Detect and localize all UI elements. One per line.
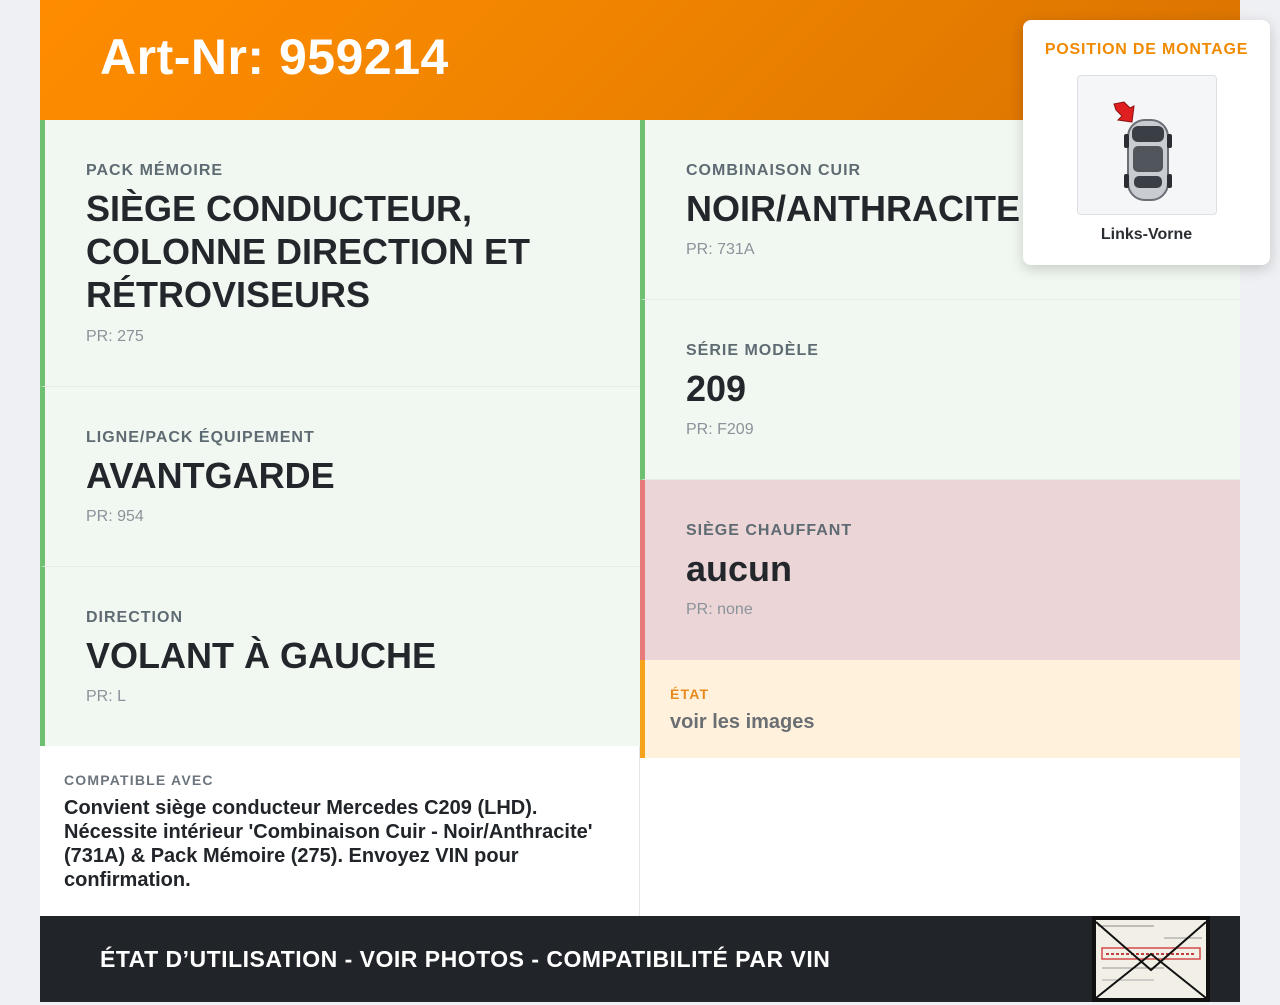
car-graphic bbox=[1078, 76, 1216, 214]
panel-pr-code: PR: 954 bbox=[86, 508, 144, 525]
panel-direction bbox=[40, 567, 640, 747]
panel-pack-memoire bbox=[40, 120, 640, 387]
panel-label: SÉRIE MODÈLE bbox=[686, 342, 819, 359]
panel-label: PACK MÉMOIRE bbox=[86, 162, 224, 179]
stamp-graphic bbox=[1094, 918, 1208, 1000]
compat-text: Convient siège conducteur Mercedes C209 (LHD). Nécessite intérieur 'Combinaison Cuir - Noir/Anthracite' (731A) & Pack Mémoire (275). Envoyez VIN pour confirmation. bbox=[64, 797, 593, 891]
footer-bar bbox=[40, 916, 1240, 1002]
panel-label: LIGNE/PACK ÉQUIPEMENT bbox=[86, 429, 315, 446]
panel-label: SIÈGE CHAUFFANT bbox=[686, 522, 853, 539]
panel-value-line: COLONNE DIRECTION ET bbox=[86, 231, 531, 272]
etat-label: ÉTAT bbox=[670, 686, 710, 702]
panel-value: 209 bbox=[686, 368, 747, 409]
panel-ligne-equipement bbox=[40, 387, 640, 567]
panel-value bbox=[86, 187, 530, 316]
panel-label: COMBINAISON CUIR bbox=[686, 162, 862, 179]
panel-value: VOLANT À GAUCHE bbox=[86, 635, 436, 676]
panel-pr-code: PR: 731A bbox=[686, 241, 755, 258]
etat-section bbox=[640, 660, 1240, 758]
car-top-view-icon bbox=[1077, 75, 1217, 215]
panel-value: aucun bbox=[686, 548, 793, 589]
vin-label-stamp-icon bbox=[1092, 916, 1210, 1002]
mounting-position-card bbox=[1023, 20, 1270, 265]
panel-pr-code: PR: none bbox=[686, 601, 753, 618]
mount-position-label: Links-Vorne bbox=[1100, 226, 1193, 243]
compatibility-section bbox=[40, 746, 640, 916]
panel-pr-code: PR: F209 bbox=[686, 421, 754, 438]
panel-siege-chauffant bbox=[640, 480, 1240, 660]
panel-value-line: SIÈGE CONDUCTEUR, bbox=[86, 188, 473, 229]
panel-value: NOIR/ANTHRACITE bbox=[686, 188, 1020, 229]
footer-text: ÉTAT D’UTILISATION - VOIR PHOTOS - COMPATIBILITÉ PAR VIN bbox=[100, 946, 831, 972]
page-title: Art-Nr: 959214 bbox=[100, 29, 449, 85]
panel-value: AVANTGARDE bbox=[86, 455, 335, 496]
compat-label: COMPATIBLE AVEC bbox=[64, 772, 214, 788]
panel-pr-code: PR: L bbox=[86, 688, 127, 705]
panel-label: DIRECTION bbox=[86, 609, 183, 626]
etat-text: voir les images bbox=[670, 711, 815, 733]
panel-serie-modele bbox=[640, 300, 1240, 480]
mount-title: POSITION DE MONTAGE bbox=[1044, 41, 1249, 58]
panel-value-line: RÉTROVISEURS bbox=[86, 274, 371, 315]
panel-pr-code: PR: 275 bbox=[86, 328, 144, 345]
product-sheet bbox=[40, 0, 1249, 1002]
